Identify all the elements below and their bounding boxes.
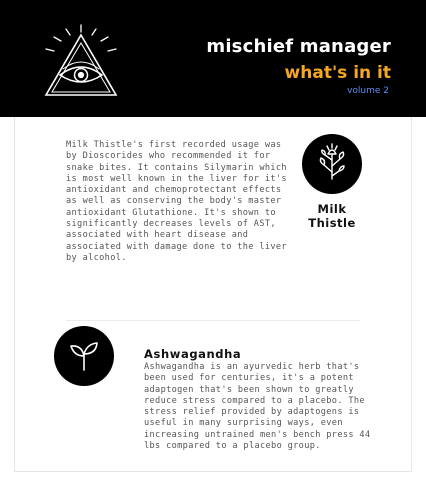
- milk-thistle-label: Milk Thistle: [308, 202, 356, 230]
- milk-thistle-plant-icon: [302, 134, 362, 194]
- section-divider: [66, 320, 360, 321]
- page-title: mischief manager: [206, 36, 391, 57]
- ashwagandha-title: Ashwagandha: [144, 347, 242, 361]
- milk-thistle-description: Milk Thistle's first recorded usage was by Dioscorides who recommended it for snake bites. It contains Silymarin which is most well known in the liver for it's antioxidant and chemoprotectant effects as well as conserving the body's master antioxidant Glutathione. It's shown to significantly decreases levels of AST, associated with heart disease and associated with damage done to the liver by alcohol.: [66, 140, 287, 263]
- page-subtitle: what's in it: [284, 63, 391, 83]
- ashwagandha-sprout-icon: [54, 326, 114, 386]
- header-banner: [0, 0, 426, 117]
- all-seeing-eye-triangle-icon: [36, 23, 126, 103]
- ashwagandha-description: Ashwagandha is an ayurvedic herb that's been used for centuries, it's a potent adaptogen that's been shown to greatly reduce stress compared to a placebo. The stress relief provided by adaptogens is useful in many surprising ways, even increasing untrained men's bench press 44 lbs compared to a placebo group.: [144, 362, 371, 452]
- volume-label: volume 2: [347, 86, 389, 96]
